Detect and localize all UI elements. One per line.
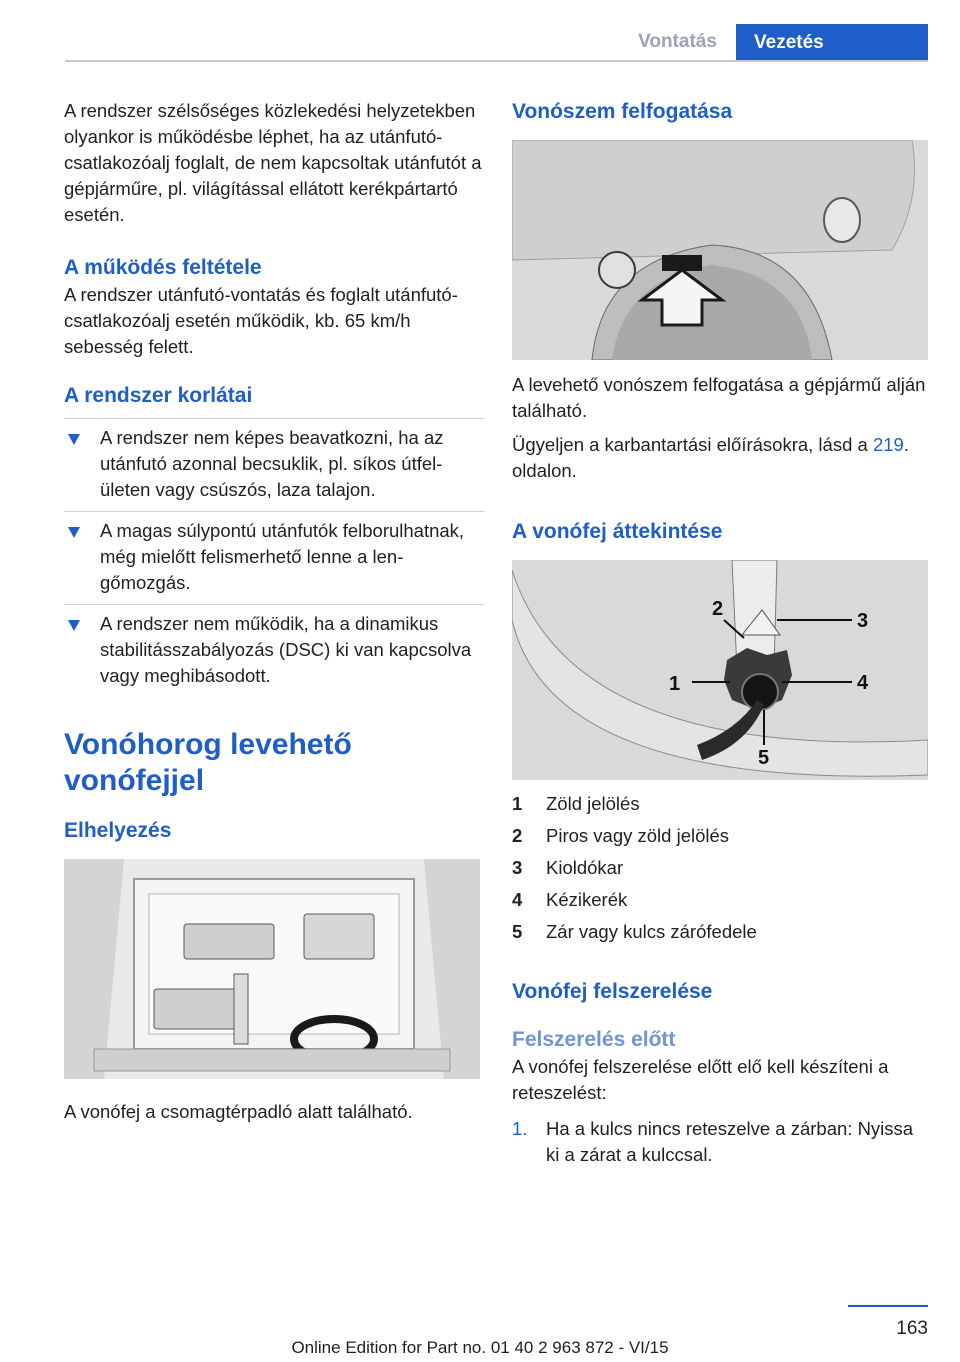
- mount-paragraph: A levehető vonószem felfogatása a gépjármű alján található.: [512, 374, 926, 421]
- limits-divider: [64, 418, 484, 697]
- before-install-paragraph: A vonófej felszerelése előtt elő kell készíteni a reteszelést:: [512, 1056, 889, 1103]
- legend-item: [512, 820, 928, 852]
- trunk-floor-image: [64, 859, 480, 1079]
- legend-item: [512, 852, 928, 884]
- list-item-text: A rendszer nem képes beavatkozni, ha az utánfutó azonnal becsuklik, pl. síkos útfelületen vagy csúszós, laza talajon.: [100, 427, 444, 500]
- condition-heading: A működés feltétele: [64, 256, 262, 279]
- list-item-text: A rendszer nem működik, ha a dinamikus stabilitásszabályozás (DSC) ki van kapcsolva vagy meghibásodott.: [100, 613, 472, 686]
- step-item: [512, 1116, 928, 1168]
- list-item-text: A magas súlypontú utánfutók felborulhatnak, még mielőtt felismerhető lenne a lengőmozgás.: [100, 520, 465, 593]
- location-heading: Elhelyezés: [64, 819, 172, 842]
- callout-3: 3: [857, 610, 869, 632]
- location-caption: A vonófej a csomagtérpadló alatt található.: [64, 1101, 413, 1122]
- legend-text: Zár vagy kulcs zárófedele: [546, 921, 757, 942]
- callout-1: 1: [669, 673, 681, 695]
- install-heading: Vonófej felszerelése: [512, 980, 713, 1003]
- legend-number: 5: [512, 921, 523, 942]
- limits-heading: A rendszer korlátai: [64, 384, 253, 407]
- mount-heading: Vonószem felfogatása: [512, 100, 733, 123]
- overview-heading: A vonófej áttekintése: [512, 520, 723, 543]
- list-item: [64, 425, 484, 511]
- before-install-heading: Felszerelés előtt: [512, 1028, 676, 1051]
- page-number: 163: [896, 1318, 928, 1339]
- legend-text: Kioldókar: [546, 857, 624, 878]
- section-heading: Vonóhorog levehető vonófejjel: [64, 728, 352, 797]
- intro-paragraph: A rendszer szélsőséges közlekedési helyzetekben olyankor is működésbe léphet, ha az utánfutó-csatlakozóalj foglalt, de nem kapcsoltak utánfutót a gépjárműre, pl. világítással ellátott kerékpártartó esetén.: [64, 100, 482, 225]
- callout-2: 2: [712, 598, 724, 620]
- tab-chapter: Vezetés: [736, 24, 928, 62]
- footer-rule: [848, 1305, 928, 1307]
- maintenance-paragraph: [512, 432, 928, 484]
- legend-number: 2: [512, 825, 523, 846]
- callout-4: 4: [857, 672, 869, 694]
- triangle-bullet-icon: [68, 620, 80, 631]
- legend-number: 1: [512, 793, 523, 814]
- header-rule: [65, 60, 928, 62]
- step-number: 1.: [512, 1118, 528, 1139]
- limits-list: [64, 425, 484, 697]
- right-column: [512, 98, 928, 1168]
- legend-text: Piros vagy zöld jelölés: [546, 825, 730, 846]
- legend-item: [512, 916, 928, 948]
- tow-head-overview-image: [512, 560, 928, 780]
- list-item: [64, 604, 484, 697]
- legend-text: Kézikerék: [546, 889, 628, 910]
- steps-list: [512, 1116, 928, 1168]
- maintenance-text-after: . oldalon.: [512, 434, 909, 481]
- legend-number: 4: [512, 889, 523, 910]
- tab-section: Vontatás: [638, 31, 717, 52]
- triangle-bullet-icon: [68, 527, 80, 538]
- left-column: [64, 98, 484, 1125]
- maintenance-text-before: Ügyeljen a karbantartási előírásokra, lásd a: [512, 434, 873, 455]
- legend-number: 3: [512, 857, 523, 878]
- edition-footer: Online Edition for Part no. 01 40 2 963 872 - VI/15: [291, 1338, 669, 1357]
- list-item: [64, 511, 484, 604]
- legend-text: Zöld jelölés: [546, 793, 640, 814]
- step-text: Ha a kulcs nincs reteszelve a zárban: Nyissa ki a zárat a kulccsal.: [546, 1118, 914, 1165]
- legend-item: [512, 788, 928, 820]
- legend-list: [512, 788, 928, 948]
- page-reference-link[interactable]: 219: [872, 434, 904, 455]
- tow-eye-mount-image: [512, 140, 928, 360]
- triangle-bullet-icon: [68, 434, 80, 445]
- condition-paragraph: A rendszer utánfutó-vontatás és foglalt utánfutó-csatlakozóalj esetén működik, kb. 65 km/h sebesség felett.: [64, 284, 458, 357]
- callout-5: 5: [758, 747, 770, 769]
- legend-item: [512, 884, 928, 916]
